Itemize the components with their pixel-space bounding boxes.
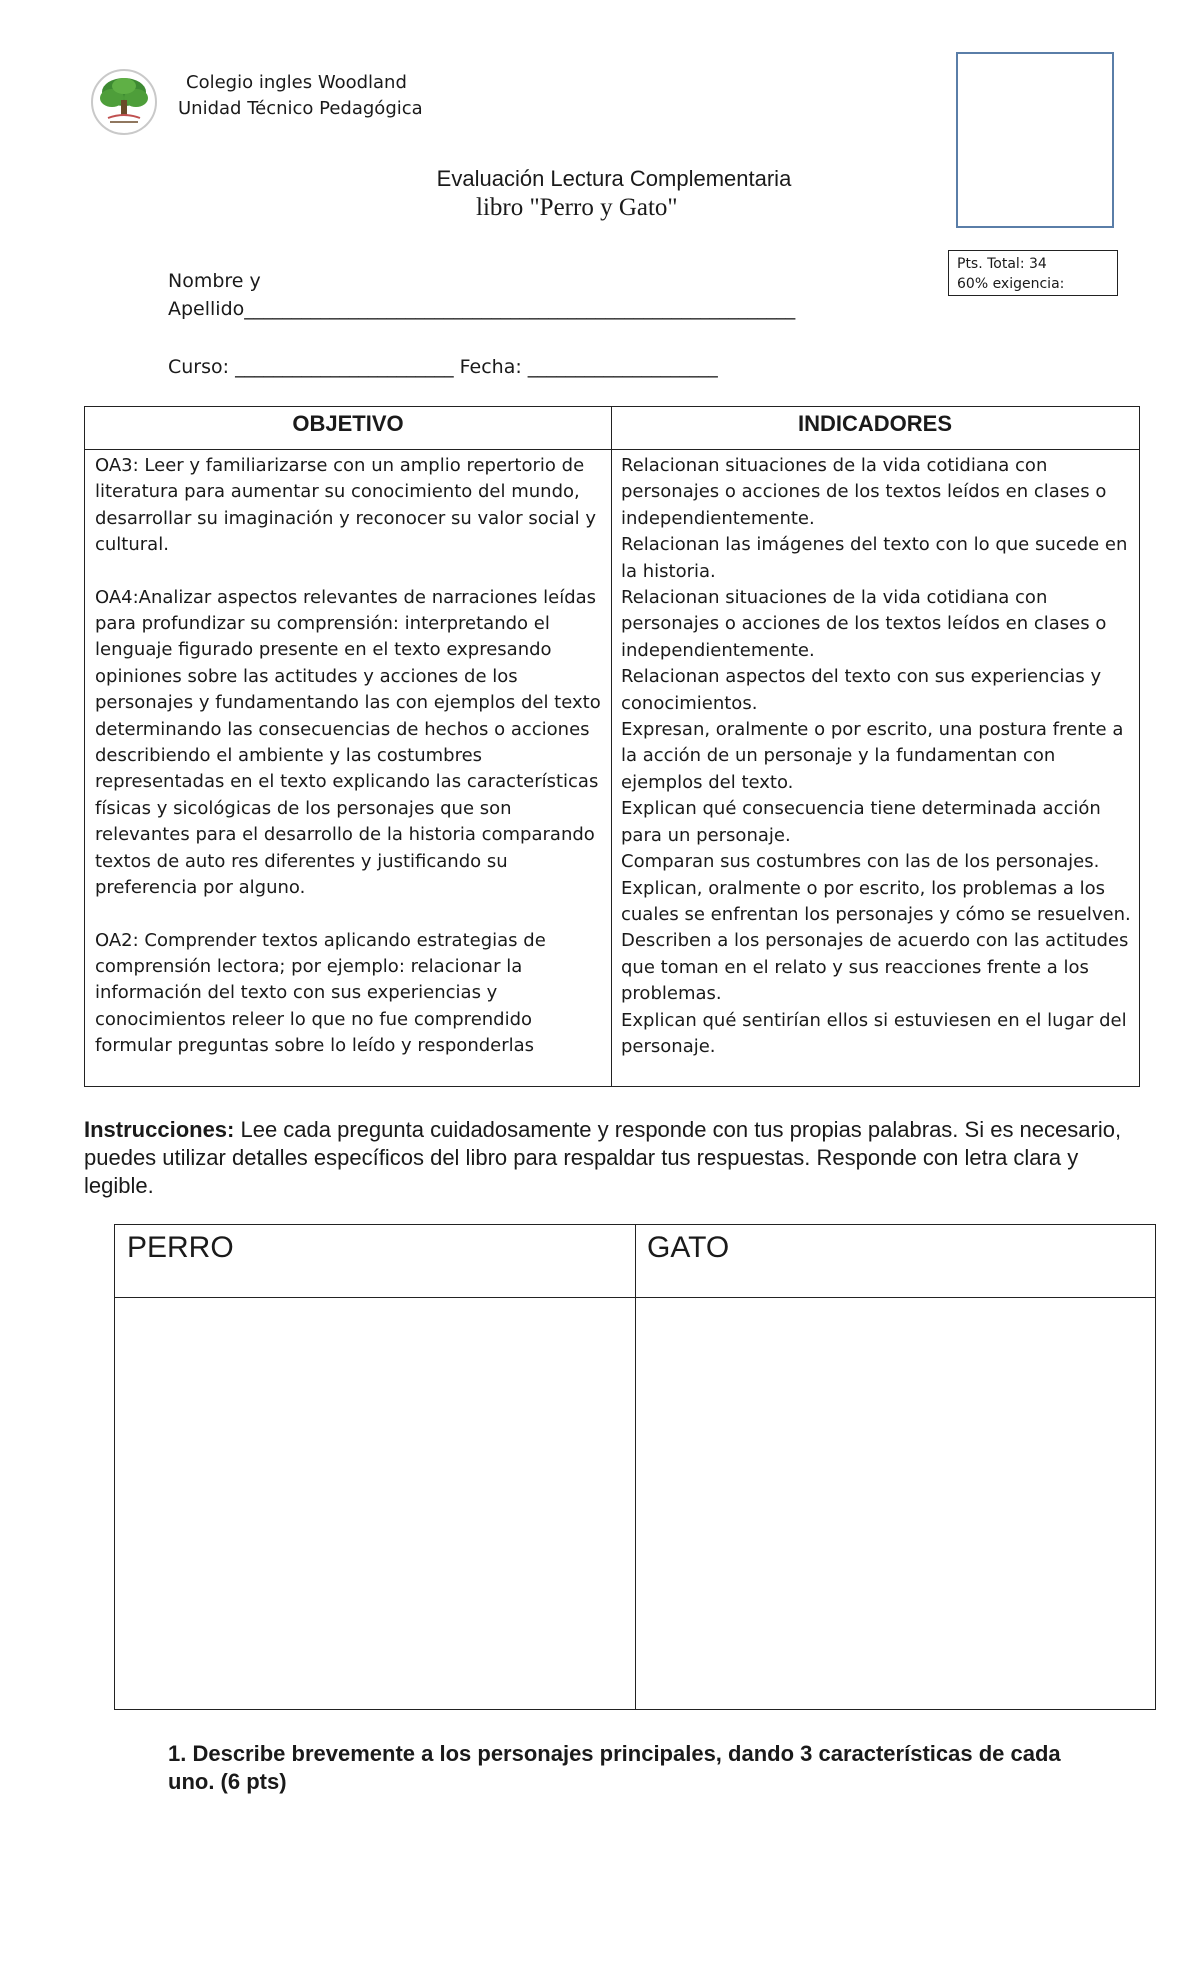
- objective-header: OBJETIVO: [292, 411, 404, 436]
- photo-box: [956, 52, 1114, 228]
- evaluation-title: Evaluación Lectura Complementaria: [436, 166, 792, 191]
- indicators-cell: [621, 453, 1131, 1060]
- course-date-field[interactable]: Curso: _______________________ Fecha: ____________________: [168, 356, 718, 378]
- school-unit: Unidad Técnico Pedagógica: [178, 98, 423, 119]
- indicator-item: Explican qué sentirían ellos si estuviesen en el lugar del personaje.: [621, 1009, 1127, 1057]
- indicator-item: Explican, oralmente o por escrito, los problemas a los cuales se enfrentan los personajes y cómo se resuelven.: [621, 877, 1131, 925]
- perro-header: PERRO: [127, 1231, 234, 1264]
- indicator-item: Relacionan aspectos del texto con sus experiencias y conocimientos.: [621, 666, 1102, 714]
- indicators-header: INDICADORES: [797, 411, 952, 436]
- objective-oa4: OA4:Analizar aspectos relevantes de narraciones leídas para profundizar su comprensión: interpretando el lenguaje figurado presente en el texto expresando opiniones sobre las actitudes y acciones de los personajes y fundamentando las con ejemplos del texto determinando las consecuencias de hechos o acciones describiendo el ambiente y las costumbres representadas en el texto explicando las características físicas y sicológicas de los personajes que son relevantes para el desarrollo de la historia comparando textos de auto res diferentes y justificando su preferencia por alguno.: [95, 586, 601, 899]
- indicator-item: Relacionan situaciones de la vida cotidiana con personajes o acciones de los textos leídos en clases o independientemente.: [621, 587, 1107, 661]
- indicator-item: Relacionan situaciones de la vida cotidiana con personajes o acciones de los textos leídos en clases o independientemente.: [621, 455, 1107, 529]
- points-box: [948, 250, 1118, 296]
- book-title: libro "Perro y Gato": [476, 194, 678, 221]
- instructions: [84, 1116, 1124, 1200]
- question-1: 1. Describe brevemente a los personajes principales, dando 3 características de cada uno. (6 pts): [168, 1741, 1061, 1794]
- indicator-item: Expresan, oralmente o por escrito, una postura frente a la acción de un personaje y la fundamentan con ejemplos del texto.: [621, 719, 1124, 793]
- objective-oa3: OA3: Leer y familiarizarse con un amplio repertorio de literatura para aumentar su conocimiento del mundo, desarrollar su imaginación y reconocer su valor social y cultural.: [95, 455, 597, 556]
- gato-answer-cell[interactable]: [637, 1299, 1155, 1709]
- objectives-cell: [95, 453, 605, 1060]
- gato-header: GATO: [647, 1231, 730, 1264]
- objectives-table: [84, 406, 1140, 1087]
- tree-logo-icon: [88, 68, 160, 136]
- indicator-item: Relacionan las imágenes del texto con lo que sucede en la historia.: [621, 534, 1128, 582]
- points-total: Pts. Total: 34: [957, 256, 1047, 272]
- indicator-item: Explican qué consecuencia tiene determinada acción para un personaje.: [621, 798, 1101, 846]
- requirement-percentage: 60% exigencia:: [957, 276, 1065, 292]
- school-name: Colegio ingles Woodland: [186, 72, 407, 93]
- name-label: Nombre y: [168, 270, 261, 292]
- comparison-table: [114, 1224, 1156, 1710]
- perro-answer-cell[interactable]: [115, 1299, 635, 1709]
- instructions-text: Lee cada pregunta cuidadosamente y responde con tus propias palabras. Si es necesario, puedes utilizar detalles específicos del libro para respaldar tus respuestas. Responde con letra clara y legible.: [84, 1117, 1122, 1198]
- indicator-item: Describen a los personajes de acuerdo con las actitudes que toman en el relato y sus reacciones frente a los problemas.: [621, 930, 1129, 1005]
- indicator-item: Comparan sus costumbres con las de los personajes.: [621, 851, 1100, 873]
- name-field[interactable]: Apellido__________________________________________________________: [168, 298, 796, 320]
- objective-oa2: OA2: Comprender textos aplicando estrategias de comprensión lectora; por ejemplo: relacionar la información del texto con sus experiencias y conocimientos releer lo que no fue comprendido formular preguntas sobre lo leído y responderlas: [95, 929, 546, 1057]
- instructions-label: Instrucciones:: [84, 1117, 235, 1142]
